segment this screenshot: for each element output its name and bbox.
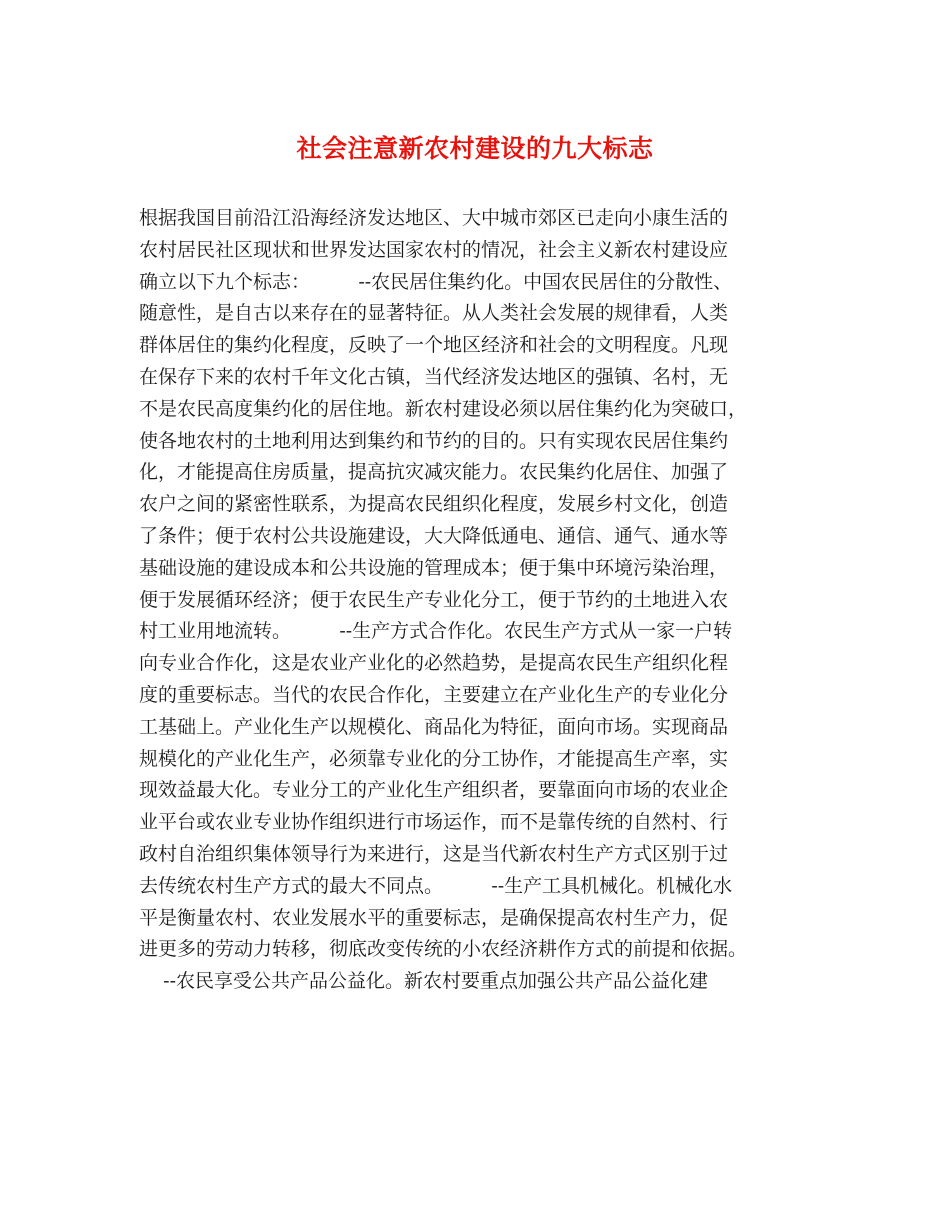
body-line: 便于发展循环经济；便于农民生产专业化分工，便于节约的土地进入农 (139, 588, 729, 611)
body-line: 进更多的劳动力转移，彻底改变传统的小农经济耕作方式的前提和依据。 (139, 938, 748, 961)
body-line: 基础设施的建设成本和公共设施的管理成本；便于集中环境污染治理， (139, 556, 729, 579)
body-line: 度的重要标志。当代的农民合作化，主要建立在产业化生产的专业化分 (139, 683, 729, 706)
body-line: 根据我国目前沿江沿海经济发达地区、大中城市郊区已走向小康生活的 (139, 207, 729, 229)
body-line: 在保存下来的农村千年文化古镇，当代经济发达地区的强镇、名村，无 (139, 365, 729, 388)
body-line: 了条件；便于农村公共设施建设，大大降低通电、通信、通气、通水等 (139, 524, 729, 547)
body-line: 确立以下九个标志： --农民居住集约化。中国农民居住的分散性、 (139, 270, 733, 293)
body-line: --农民享受公共产品公益化。新农村要重点加强公共产品公益化建 (139, 970, 708, 993)
document-title: 社会注意新农村建设的九大标志 (296, 134, 654, 163)
body-line: 政村自治组织集体领导行为来进行，这是当代新农村生产方式区别于过 (139, 842, 729, 865)
body-line: 群体居住的集约化程度，反映了一个地区经济和社会的文明程度。凡现 (139, 334, 729, 357)
body-line: 农户之间的紧密性联系，为提高农民组织化程度，发展乡村文化，创造 (139, 493, 729, 516)
body-line: 随意性，是自古以来存在的显著特征。从人类社会发展的规律看，人类 (139, 302, 729, 325)
body-line: 不是农民高度集约化的居住地。新农村建设必须以居住集约化为突破口， (139, 397, 748, 420)
body-line: 平是衡量农村、农业发展水平的重要标志，是确保提高农村生产力，促 (139, 906, 729, 929)
body-line: 规模化的产业化生产，必须靠专业化的分工协作，才能提高生产率，实 (139, 747, 729, 770)
body-line: 村工业用地流转。 --生产方式合作化。农民生产方式从一家一户转 (139, 620, 733, 643)
body-line: 农村居民社区现状和世界发达国家农村的情况，社会主义新农村建设应 (139, 238, 729, 261)
body-line: 去传统农村生产方式的最大不同点。 --生产工具机械化。机械化水 (139, 874, 733, 897)
body-line: 工基础上。产业化生产以规模化、商品化为特征，面向市场。实现商品 (139, 715, 729, 738)
body-line: 现效益最大化。专业分工的产业化生产组织者，要靠面向市场的农业企 (139, 779, 729, 802)
document-body (139, 203, 819, 998)
body-line: 业平台或农业专业协作组织进行市场运作，而不是靠传统的自然村、行 (139, 811, 729, 834)
body-line: 化，才能提高住房质量，提高抗灾减灾能力。农民集约化居住、加强了 (139, 461, 729, 484)
body-line: 向专业合作化，这是农业产业化的必然趋势，是提高农民生产组织化程 (139, 652, 729, 675)
body-line: 使各地农村的土地利用达到集约和节约的目的。只有实现农民居住集约 (139, 429, 729, 452)
